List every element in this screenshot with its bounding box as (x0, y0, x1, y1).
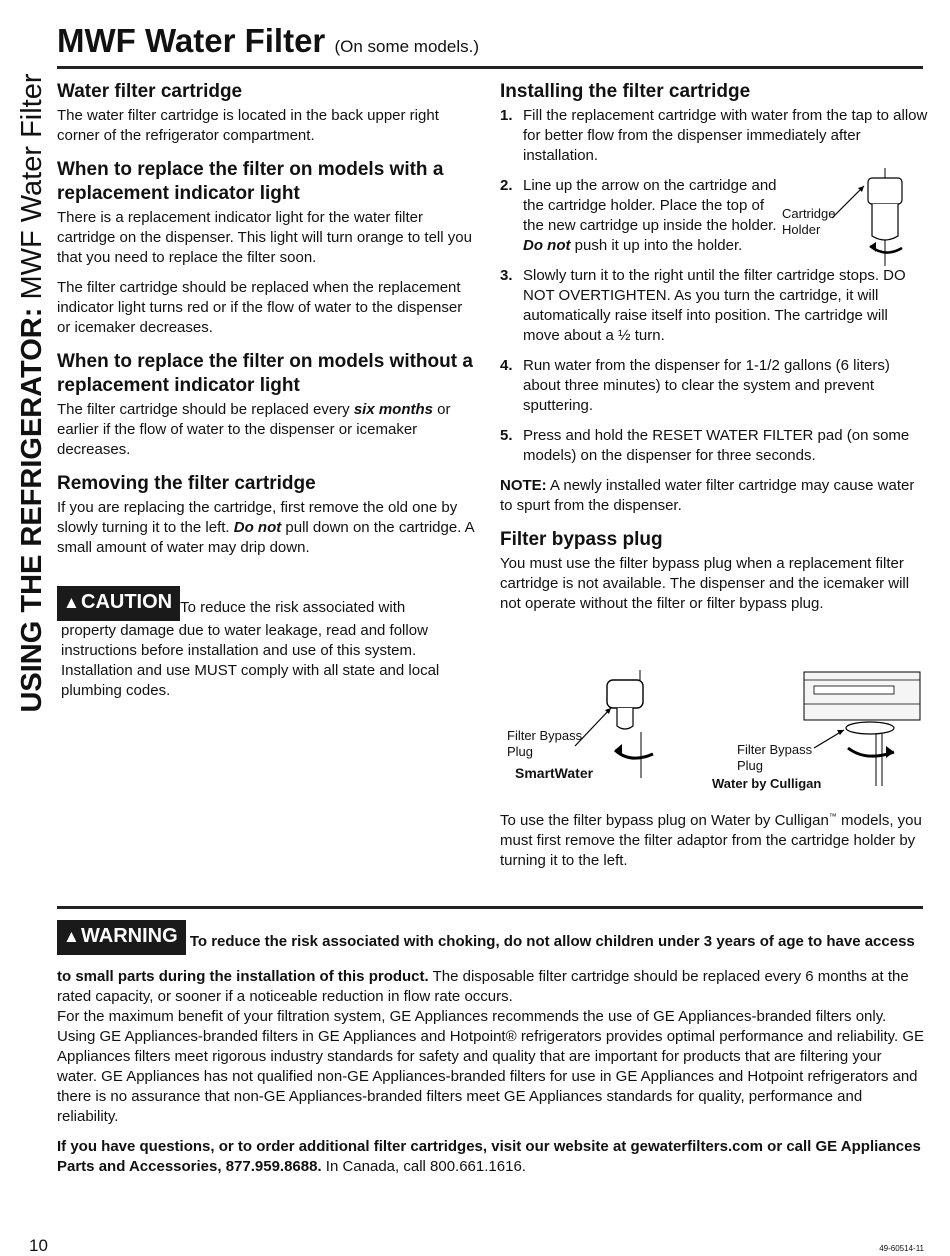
step-number: 5. (500, 427, 513, 444)
install-steps (500, 106, 928, 466)
paragraph-replace-when-red (57, 278, 482, 338)
step-4 (500, 356, 928, 416)
caution-badge (57, 586, 180, 621)
text-segment: or earlier if the flow of water to the dispenser or icemaker decreases. (57, 401, 451, 458)
paragraph-removing (57, 498, 482, 558)
note-paragraph (500, 476, 928, 516)
step-text: Press and hold the RESET WATER FILTER pad (on some models) on the dispenser for three seconds. (523, 427, 910, 464)
text-emphasis: six months (353, 401, 434, 418)
right-column (500, 80, 928, 624)
text-emphasis: Do not (523, 237, 571, 254)
text-emphasis: Do not (233, 519, 282, 536)
step-text: Line up the arrow on the cartridge and the cartridge holder. Place the top of the new cartridge up inside the holder. (523, 177, 777, 234)
culligan-bypass-illustration (800, 668, 925, 788)
note-label: NOTE: (500, 477, 547, 494)
warning-label: WARNING (81, 925, 178, 947)
heading-water-filter-cartridge: Water filter cartridge (57, 81, 243, 102)
label-line: Plug (507, 744, 534, 759)
warning-bold-text: To reduce the risk associated with choking, do not allow children under 3 years of age to have access to small parts during the installation of this product. (57, 933, 915, 985)
step-text: Run water from the dispenser for 1-1/2 gallons (6 liters) about three minutes) to clear the system and prevent sputtering. (523, 357, 890, 414)
culligan-paragraph (500, 807, 925, 871)
step-number: 4. (500, 357, 513, 374)
label-line: Filter Bypass (737, 742, 813, 757)
step-text: Slowly turn it to the right until the filter cartridge stops. DO NOT OVERTIGHTEN. As you turn the cartridge, it will automatically raise itself into position. The cartridge will move about a ½ turn. (523, 267, 906, 344)
paragraph-cartridge-location: The water filter cartridge is located in the back upper right corner of the refrigerator compartment. (57, 107, 439, 144)
title-rule (57, 66, 923, 69)
heading-filter-bypass-plug: Filter bypass plug (500, 529, 663, 550)
warning-triangle-icon: ▲ (63, 593, 80, 612)
step-5 (500, 426, 928, 466)
warning-paragraph (57, 920, 925, 1005)
step-number: 1. (500, 107, 513, 124)
caution-label: CAUTION (81, 591, 173, 613)
text-segment: models, you must first remove the filter adaptor from the cartridge holder by turning it to the left. (500, 812, 922, 869)
page-title (57, 22, 479, 60)
heading-removing-cartridge: Removing the filter cartridge (57, 473, 316, 494)
smartwater-bypass-illustration (565, 670, 665, 780)
paragraph-bypass: You must use the filter bypass plug when a replacement filter cartridge is not available. The dispenser and the icemaker will not operate without the filter or filter bypass plug. (500, 555, 910, 612)
paragraph-six-months (57, 400, 482, 460)
caution-text: property damage due to water leakage, read and follow instructions before installation and use of this system. Installation and use MUST comply with all state and local plumbing codes. (61, 622, 440, 699)
text-segment: The filter cartridge should be replaced when the replacement indicator light turns red or if the flow of water to the dispenser (57, 279, 463, 316)
side-title-bold: USING THE REFRIGERATOR: (16, 307, 48, 713)
smartwater-caption: SmartWater (515, 765, 594, 781)
paragraph-indicator-light: There is a replacement indicator light for the water filter cartridge on the dispenser. This light will turn orange to tell you that you need to replace the filter soon. (57, 209, 472, 266)
caution-text-start: To reduce the risk associated with (180, 599, 406, 616)
step-text: push it up into the holder. (570, 237, 743, 254)
warning-badge (57, 920, 186, 955)
paragraph-ge-filters: For the maximum benefit of your filtration system, GE Appliances recommends the use of GE Appliances-branded filters only. Using GE Appliances-branded filters in GE Appliances and Hotpoint® refrigerators provides optimal performance and reliability. GE Appliances filters meet rigorous industry standards for safety and quality that are important for products that are filtering your water. GE Appliances has not qualified non-GE Appliances-branded filters for use in GE Appliances and Hotpoint refrigerators and there is no assurance that non-GE Appliances-branded filters meet GE Appliances standards for quality, performance and reliability. (57, 1008, 925, 1125)
text-segment: To use the filter bypass plug on Water by Culligan (500, 812, 829, 829)
step-number: 2. (500, 177, 513, 194)
text-segment: The filter cartridge should be replaced every (57, 401, 354, 418)
label-line: Holder (782, 222, 821, 237)
step-number: 3. (500, 267, 513, 284)
note-text: A newly installed water filter cartridge may cause water to spurt from the dispenser. (500, 477, 915, 514)
heading-installing-cartridge: Installing the filter cartridge (500, 81, 751, 102)
step-1 (500, 106, 928, 166)
label-line: Plug (737, 758, 764, 773)
warning-rule (57, 906, 923, 909)
trademark-mark: ™ (828, 812, 837, 821)
label-line: Filter Bypass (507, 728, 583, 743)
text-segment: If you are replacing the cartridge, first remove the old one by slowly turning it to the left. (57, 499, 458, 536)
step-text: Fill the replacement cartridge with water from the tap to allow for better flow from the dispenser immediately after installation. (523, 107, 928, 164)
contact-bold: If you have questions, or to order additional filter cartridges, visit our website at gewaterfilters.com or call GE Appliances Parts and Accessories, 877.959.8688. (57, 1138, 921, 1175)
page-title-sub: (On some models.) (334, 37, 479, 56)
warning-section (57, 920, 925, 1187)
caution-block (57, 586, 482, 701)
cartridge-holder-illustration (830, 168, 910, 268)
warning-text: The disposable filter cartridge should be replaced every 6 months at the rated capacity, or sooner if a noticeable reduction in flow rate occurs. (57, 968, 909, 1005)
document-code: 49-60514-11 (879, 1244, 924, 1253)
side-title-light: MWF Water Filter (16, 73, 48, 308)
text-segment: pull down on the cartridge. A small amount of water may drip down. (57, 519, 474, 556)
label-line: Cartridge (782, 206, 836, 221)
side-title (17, 3, 47, 783)
paragraph-contact (57, 1137, 925, 1177)
step-3 (500, 266, 928, 346)
contact-canada: In Canada, call 800.661.1616. (321, 1158, 526, 1175)
page-number: 10 (29, 1236, 48, 1255)
page-title-main: MWF Water Filter (57, 22, 326, 59)
heading-replace-without-indicator: When to replace the filter on models without a replacement indicator light (57, 351, 473, 396)
culligan-caption: Water by Culligan (712, 776, 822, 791)
left-column (57, 80, 482, 701)
text-segment: or icemaker decreases. (57, 319, 213, 336)
cartridge-holder-label (782, 206, 835, 238)
warning-triangle-icon: ▲ (63, 927, 80, 946)
heading-replace-with-indicator: When to replace the filter on models with a replacement indicator light (57, 159, 444, 204)
